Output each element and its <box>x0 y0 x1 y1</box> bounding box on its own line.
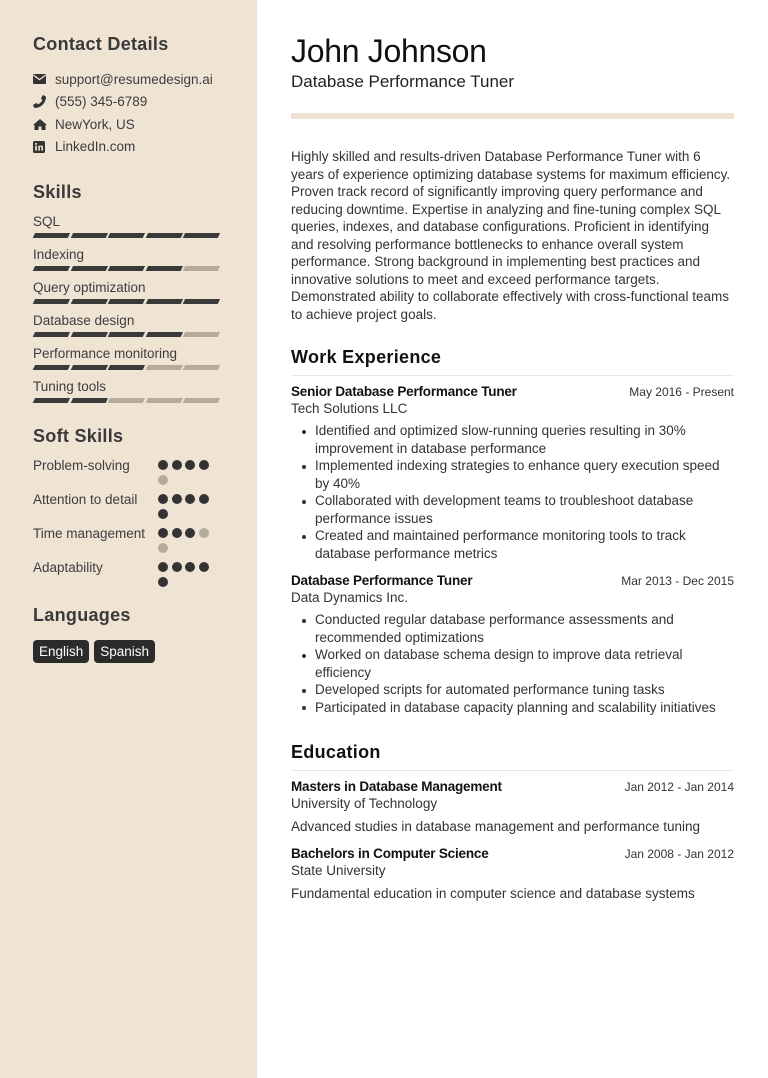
skill-level-segment <box>70 332 107 337</box>
job-entry <box>291 573 734 716</box>
skill-level-bar <box>34 398 237 403</box>
school-name: State University <box>291 863 386 878</box>
skill-level-segment <box>70 365 107 370</box>
skill-name: Query optimization <box>33 280 146 295</box>
skill-level-segment <box>145 332 182 337</box>
contact-location-text: NewYork, US <box>55 116 135 132</box>
skill-level-segment <box>33 365 70 370</box>
skill-level-bar <box>34 365 237 370</box>
language-badge: Spanish <box>94 640 155 663</box>
job-bullet: Created and maintained performance monitoring tools to track database performance metrics <box>315 527 734 562</box>
soft-skill-item <box>33 525 237 553</box>
skill-level-segment <box>33 233 70 238</box>
soft-skill-rating <box>158 491 212 519</box>
skill-item <box>33 378 237 403</box>
degree-title: Masters in Database Management <box>291 779 502 794</box>
skill-level-segment <box>70 266 107 271</box>
rating-dot <box>185 460 195 470</box>
skills-heading: Skills <box>33 182 82 202</box>
rating-dot <box>199 494 209 504</box>
job-date: May 2016 - Present <box>629 385 734 399</box>
rating-dot <box>199 528 209 538</box>
skill-level-segment <box>183 332 220 337</box>
skills-section <box>33 182 237 403</box>
job-date: Mar 2013 - Dec 2015 <box>621 574 734 588</box>
skill-level-segment <box>108 266 145 271</box>
education-date: Jan 2012 - Jan 2014 <box>624 780 734 794</box>
soft-skill-name: Time management <box>33 526 146 541</box>
skill-level-segment <box>145 233 182 238</box>
skill-item <box>33 213 237 238</box>
soft-skill-rating <box>158 525 212 553</box>
languages-list <box>33 640 237 663</box>
rating-dot <box>158 577 168 587</box>
candidate-title: Database Performance Tuner <box>291 72 515 91</box>
school-name: University of Technology <box>291 796 438 811</box>
soft-skills-section <box>33 426 237 587</box>
skill-item <box>33 312 237 337</box>
rating-dot <box>185 528 195 538</box>
skill-item <box>33 246 237 271</box>
skill-level-segment <box>108 365 145 370</box>
candidate-name: John Johnson <box>291 33 487 69</box>
skill-item <box>33 279 237 304</box>
rating-dot <box>158 528 168 538</box>
rating-dot <box>199 562 209 572</box>
contact-email-text: support@resumedesign.ai <box>55 71 213 87</box>
soft-skill-item <box>33 491 237 519</box>
skill-level-segment <box>108 233 145 238</box>
job-bullet: Conducted regular database performance assessments and recommended optimizations <box>315 611 734 646</box>
rating-dot <box>199 460 209 470</box>
soft-skill-item <box>33 457 237 485</box>
rating-dot <box>185 494 195 504</box>
rating-dot <box>172 562 182 572</box>
contact-phone-text: (555) 345-6789 <box>55 94 148 110</box>
education-date: Jan 2008 - Jan 2012 <box>624 847 734 861</box>
envelope-icon <box>33 74 55 84</box>
skill-name: Database design <box>33 313 135 328</box>
degree-title: Bachelors in Computer Science <box>291 846 489 861</box>
skill-level-segment <box>70 233 107 238</box>
education-description: Fundamental education in computer science and database systems <box>291 886 695 901</box>
soft-skill-name: Problem-solving <box>33 458 130 473</box>
job-bullet: Worked on database schema design to improve data retrieval efficiency <box>315 646 734 681</box>
skill-level-segment <box>183 365 220 370</box>
skill-level-segment <box>183 266 220 271</box>
job-company: Data Dynamics Inc. <box>291 590 409 605</box>
soft-skills-list <box>33 457 237 587</box>
rating-dot <box>158 460 168 470</box>
job-title: Senior Database Performance Tuner <box>291 384 517 399</box>
contact-linkedin[interactable] <box>33 136 237 159</box>
skill-name: Tuning tools <box>33 379 107 394</box>
rating-dot <box>158 475 168 485</box>
job-bullets <box>291 422 734 562</box>
job-bullet: Collaborated with development teams to troubleshoot database performance issues <box>315 492 734 527</box>
skill-level-segment <box>108 299 145 304</box>
soft-skill-item <box>33 559 237 587</box>
job-title: Database Performance Tuner <box>291 573 473 588</box>
job-bullet: Identified and optimized slow-running queries resulting in 30% improvement in database performance <box>315 422 734 457</box>
contact-location <box>33 113 237 136</box>
education-heading: Education <box>291 742 734 771</box>
rating-dot <box>158 543 168 553</box>
rating-dot <box>158 562 168 572</box>
header-divider <box>291 113 734 119</box>
language-badge: English <box>33 640 89 663</box>
skill-level-segment <box>33 266 70 271</box>
skill-level-segment <box>145 365 182 370</box>
job-entry <box>291 384 734 562</box>
skill-level-segment <box>183 299 220 304</box>
skills-list <box>33 213 237 403</box>
phone-icon <box>33 95 55 108</box>
skill-level-segment <box>70 398 107 403</box>
contact-phone[interactable] <box>33 91 237 114</box>
job-company: Tech Solutions LLC <box>291 401 408 416</box>
skill-level-segment <box>108 398 145 403</box>
job-bullets <box>291 611 734 716</box>
skill-level-segment <box>183 233 220 238</box>
soft-skill-name: Attention to detail <box>33 492 138 507</box>
job-bullet: Developed scripts for automated performance tuning tasks <box>315 681 734 699</box>
work-heading: Work Experience <box>291 347 734 376</box>
soft-skill-name: Adaptability <box>33 560 103 575</box>
rating-dot <box>172 528 182 538</box>
contact-list <box>33 68 237 158</box>
skill-level-segment <box>33 332 70 337</box>
linkedin-icon <box>33 141 55 153</box>
skill-level-segment <box>108 332 145 337</box>
skill-level-segment <box>145 299 182 304</box>
education-entry <box>291 846 734 901</box>
education-entry <box>291 779 734 834</box>
skill-name: Performance monitoring <box>33 346 178 361</box>
languages-heading: Languages <box>33 605 131 625</box>
skill-level-bar <box>34 233 237 238</box>
contact-section <box>33 34 237 158</box>
education-description: Advanced studies in database management and performance tuning <box>291 819 701 834</box>
contact-heading: Contact Details <box>33 34 169 54</box>
rating-dot <box>158 494 168 504</box>
skill-level-segment <box>183 398 220 403</box>
skill-item <box>33 345 237 370</box>
soft-skills-heading: Soft Skills <box>33 426 124 446</box>
summary-text: Highly skilled and results-driven Database Performance Tuner with 6 years of experience optimizing database systems for maximum efficiency. Proven track record of significantly improving query performance and reducing downtime. Expertise in analyzing and fine-tuning complex SQL queries, indexes, and database configurations. Proficient in identifying and resolving performance bottlenecks to enhance overall system performance. Strong background in implementing best practices and innovative solutions to meet and exceed performance targets. Demonstrated ability to collaborate effectively with cross-functional teams to achieve project goals. <box>291 149 731 322</box>
soft-skill-rating <box>158 559 212 587</box>
skill-level-bar <box>34 299 237 304</box>
job-bullet: Implemented indexing strategies to enhance query execution speed by 40% <box>315 457 734 492</box>
rating-dot <box>158 509 168 519</box>
rating-dot <box>172 494 182 504</box>
skill-level-segment <box>145 266 182 271</box>
skill-name: Indexing <box>33 247 85 262</box>
skill-level-bar <box>34 332 237 337</box>
contact-email[interactable] <box>33 68 237 91</box>
skill-level-bar <box>34 266 237 271</box>
soft-skill-rating <box>158 457 212 485</box>
contact-linkedin-text: LinkedIn.com <box>55 139 136 155</box>
skill-level-segment <box>145 398 182 403</box>
rating-dot <box>172 460 182 470</box>
job-bullet: Participated in database capacity planning and scalability initiatives <box>315 699 734 717</box>
home-icon <box>33 119 55 130</box>
skill-level-segment <box>33 398 70 403</box>
rating-dot <box>185 562 195 572</box>
languages-section <box>33 605 237 663</box>
skill-level-segment <box>70 299 107 304</box>
skill-level-segment <box>33 299 70 304</box>
skill-name: SQL <box>33 214 61 229</box>
sidebar <box>0 0 257 1078</box>
